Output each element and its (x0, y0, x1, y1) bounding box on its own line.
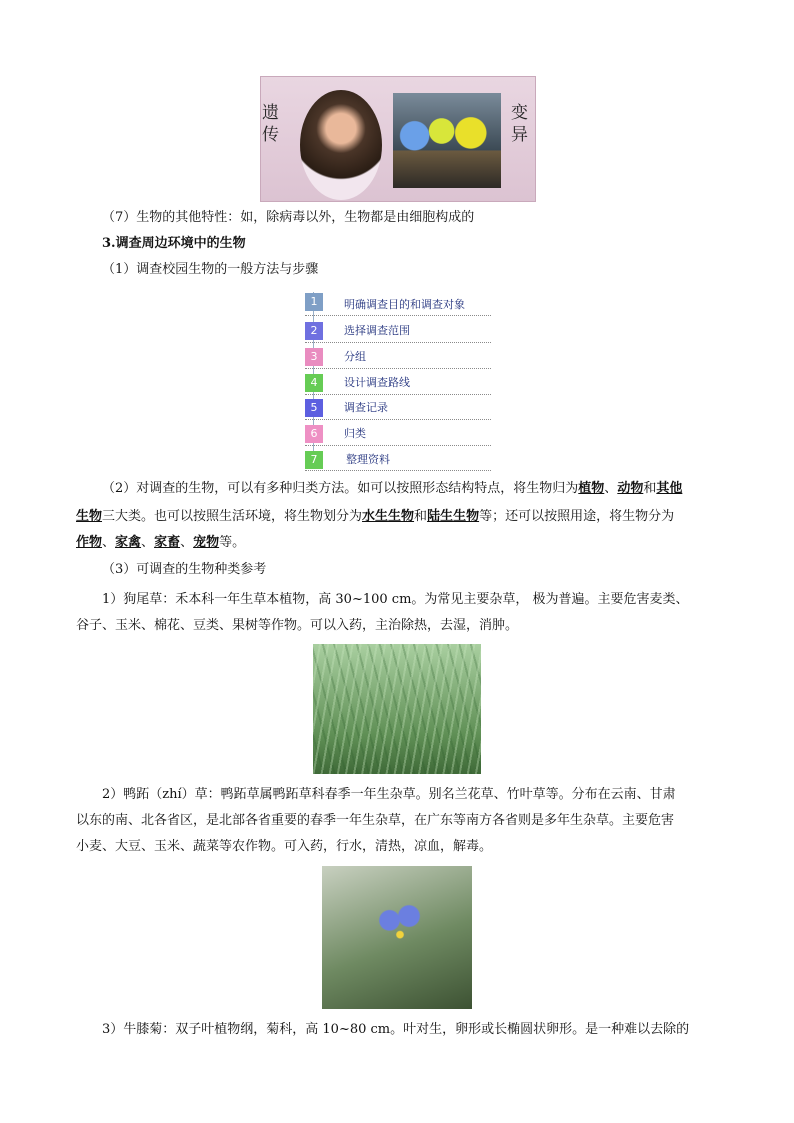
item-1-line-1: 1）狗尾草：禾本科一年生草本植物，高 30~100 cm。为常见主要杂草， 极为普遍。主要危害麦类、 (102, 592, 689, 607)
text: 、 (180, 535, 194, 550)
step-divider (305, 470, 491, 471)
step-divider (305, 419, 491, 420)
term-livestock: 家畜 (154, 535, 181, 550)
text: 等；还可以按照用途，将生物分为 (479, 509, 675, 524)
text: 和 (414, 509, 428, 524)
subheading-3: （3）可调查的生物种类参考 (102, 562, 267, 577)
term-terrestrial: 陆生生物 (427, 509, 480, 524)
step-divider (305, 368, 491, 369)
text: 、 (102, 535, 116, 550)
step-7-number: 7 (305, 451, 323, 469)
term-animal: 动物 (617, 481, 644, 496)
step-4-label: 设计调查路线 (344, 376, 410, 389)
paragraph-2-line-2 (76, 504, 722, 530)
item-3-line-1: 3）牛膝菊：双子叶植物纲，菊科，高 10~80 cm。叶对生，卵形或长椭圆状卵形。是一种难以去除的 (102, 1022, 690, 1037)
parakeets-photo (393, 93, 501, 188)
banner-left-char-1: 遗 (262, 103, 279, 123)
item-2-line-2: 以东的南、北各省区，是北部各省重要的春季一年生杂草，在广东等南方各省则是多年生杂草。主要危害 (76, 813, 675, 828)
step-divider (305, 394, 491, 395)
section-heading-3: 3.调查周边环境中的生物 (102, 236, 246, 251)
step-1-label: 明确调查目的和调查对象 (344, 298, 465, 311)
term-pet: 宠物 (193, 535, 220, 550)
text: （2）对调查的生物，可以有多种归类方法。如可以按照形态结构特点，将生物归为 (102, 481, 579, 496)
text: 和 (643, 481, 657, 496)
text: 、 (141, 535, 155, 550)
term-aquatic: 水生生物 (362, 509, 415, 524)
step-divider (305, 315, 491, 316)
step-5-number: 5 (305, 399, 323, 417)
step-divider (305, 445, 491, 446)
paragraph-2-line-3 (76, 530, 722, 556)
term-poultry: 家禽 (115, 535, 142, 550)
step-divider (305, 342, 491, 343)
term-other-cont: 生物 (76, 509, 103, 524)
paragraph-2-line-1 (102, 476, 748, 502)
banner-left-char-2: 传 (262, 125, 279, 145)
text: 三大类。也可以按照生活环境，将生物划分为 (102, 509, 363, 524)
item-2-line-1: 2）鸭跖（zhí）草：鸭跖草属鸭跖草科春季一年生杂草。别名兰花草、竹叶草等。分布在云南、甘肃 (102, 787, 676, 802)
subheading-1: （1）调查校园生物的一般方法与步骤 (102, 262, 319, 277)
step-6-label: 归类 (344, 427, 366, 440)
step-4-number: 4 (305, 374, 323, 392)
item-2-line-3: 小麦、大豆、玉米、蔬菜等农作物。可入药，行水，清热，凉血，解毒。 (76, 839, 493, 854)
step-7-label: 整理资料 (346, 453, 390, 466)
step-3-number: 3 (305, 348, 323, 366)
text: 等。 (219, 535, 246, 550)
step-5-label: 调查记录 (344, 401, 388, 414)
step-2-number: 2 (305, 322, 323, 340)
term-plant: 植物 (578, 481, 605, 496)
step-1-number: 1 (305, 293, 323, 311)
step-6-number: 6 (305, 425, 323, 443)
step-3-label: 分组 (344, 350, 366, 363)
text: 、 (604, 481, 618, 496)
term-other: 其他 (656, 481, 683, 496)
paragraph-7: （7）生物的其他特性：如，除病毒以外，生物都是由细胞构成的 (102, 210, 475, 225)
item-1-line-2: 谷子、玉米、棉花、豆类、果树等作物。可以入药，主治除热，去湿，消肿。 (76, 618, 519, 633)
foxtail-grass-photo (313, 644, 481, 774)
step-2-label: 选择调查范围 (344, 324, 410, 337)
dayflower-photo (322, 866, 472, 1009)
monkey-family-photo (300, 90, 382, 200)
banner-right-char-2: 异 (511, 125, 528, 145)
banner-right-char-1: 变 (511, 103, 528, 123)
term-crop: 作物 (76, 535, 103, 550)
